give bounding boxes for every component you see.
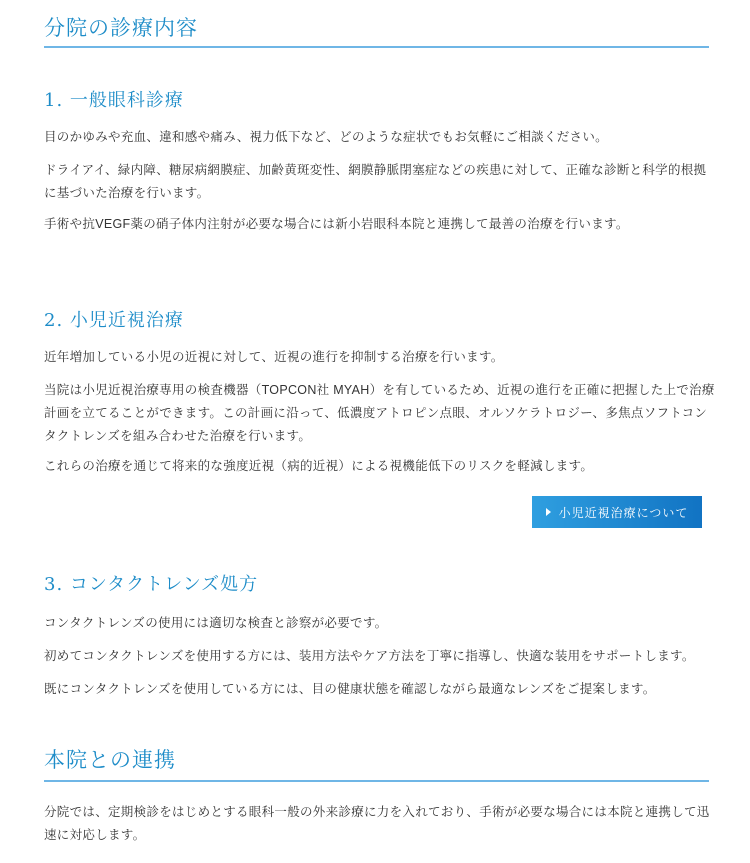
section-title-cooperation: 本院との連携 [44, 748, 176, 772]
pediatric-myopia-info-button-label: 小児近視治療について [558, 505, 689, 520]
paragraph-myopia-1: 近年増加している小児の近視に対して、近視の進行を抑制する治療を行います。 [44, 350, 504, 364]
paragraph-cooperation-1: 分院では、定期検診をはじめとする眼科一般の外来診療に力を入れており、手術が必要な場合には本院と連携して迅速に対応します。 [44, 805, 710, 842]
heading-pediatric-myopia: 2. 小児近視治療 [44, 310, 184, 331]
section-title-underline [44, 46, 709, 48]
paragraph-myopia-2: 当院は小児近視治療専用の検査機器（TOPCON社 MYAH）を有しているため、近視の進行を正確に把握した上で治療計画を立てることができます。この計画に沿って、低濃度アトロピン点眼、オルソケラトロジー、多焦点ソフトコンタクトレンズを組み合わせた治療を行います。 [44, 383, 715, 443]
section-title-underline [44, 780, 709, 782]
paragraph-general-3: 手術や抗VEGF薬の硝子体内注射が必要な場合には新小岩眼科本院と連携して最善の治療を行います。 [44, 217, 629, 231]
paragraph-contacts-2: 初めてコンタクトレンズを使用する方には、装用方法やケア方法を丁寧に指導し、快適な装用をサポートします。 [44, 649, 695, 663]
paragraph-general-1: 目のかゆみや充血、違和感や痛み、視力低下など、どのような症状でもお気軽にご相談ください。 [44, 130, 608, 144]
pediatric-myopia-info-button[interactable] [532, 496, 702, 528]
paragraph-contacts-1: コンタクトレンズの使用には適切な検査と診察が必要です。 [44, 616, 388, 630]
triangle-right-icon [546, 508, 551, 516]
heading-contact-lens: 3. コンタクトレンズ処方 [44, 574, 259, 595]
paragraph-general-2: ドライアイ、緑内障、糖尿病網膜症、加齢黄斑変性、網膜静脈閉塞症などの疾患に対して、正確な診断と科学的根拠に基づいた治療を行います。 [44, 163, 707, 200]
section-title-clinic-services: 分院の診療内容 [44, 16, 198, 40]
heading-general-ophthalmology: 1. 一般眼科診療 [44, 90, 184, 111]
paragraph-contacts-3: 既にコンタクトレンズを使用している方には、目の健康状態を確認しながら最適なレンズをご提案します。 [44, 682, 656, 696]
paragraph-myopia-3: これらの治療を通じて将来的な強度近視（病的近視）による視機能低下のリスクを軽減します。 [44, 459, 594, 473]
